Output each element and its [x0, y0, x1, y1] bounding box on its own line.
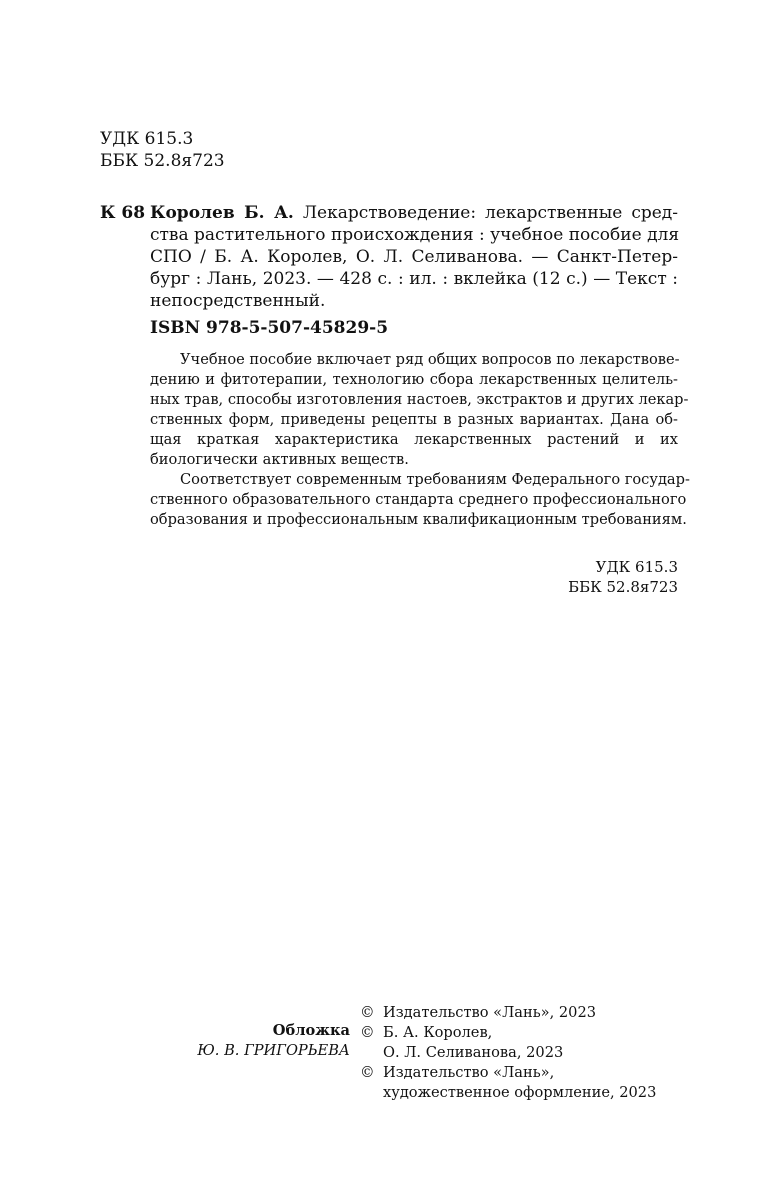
cover-label: Обложка: [272, 1022, 350, 1039]
record-line-2: ства растительного происхождения : учебное пособие для: [150, 225, 680, 245]
copyright-icon: ©: [360, 1064, 375, 1081]
annotation-line: Учебное пособие включает ряд общих вопросов по лекарствове-: [180, 351, 680, 368]
annotation-line: ственного образовательного стандарта среднего профессионального: [150, 491, 687, 508]
record-line-3: СПО / Б. А. Королев, О. Л. Селиванова. — Санкт-Петер-: [150, 247, 678, 267]
cover-artist: Ю. В. ГРИГОРЬЕВА: [197, 1042, 350, 1059]
annotation-line: ственных форм, приведены рецепты в разных вариантах. Дана об-: [150, 411, 678, 428]
copyright-block: [360, 1003, 656, 1103]
annotation-line: образования и профессиональным квалификационным требованиям.: [150, 511, 687, 528]
cover-credit: [150, 1021, 350, 1061]
isbn: ISBN 978-5-507-45829-5: [150, 318, 389, 338]
copyright-row: О. Л. Селиванова, 2023: [383, 1044, 564, 1061]
record-line-1: Лекарствоведение: лекарственные сред-: [302, 203, 678, 223]
copyright-icon: ©: [360, 1004, 375, 1021]
annotation-line: щая краткая характеристика лекарственных растений и их: [150, 431, 678, 448]
annotation-line: ных трав, способы изготовления настоев, экстрактов и других лекар-: [150, 391, 689, 408]
record-line-5: непосредственный.: [150, 291, 326, 311]
copyright-row: © Б. А. Королев,: [360, 1024, 493, 1041]
copyright-row: художественное оформление, 2023: [383, 1084, 657, 1101]
copyright-row: © Издательство «Лань», 2023: [360, 1004, 597, 1021]
classification-top: [100, 128, 225, 172]
annotation-line: Соответствует современным требованиям Федерального государ-: [180, 471, 690, 488]
annotation-line: биологически активных веществ.: [150, 451, 409, 468]
bbk-code: ББК 52.8я723: [100, 151, 225, 171]
udk-code: УДК 615.3: [100, 129, 194, 149]
copyright-icon: ©: [360, 1024, 375, 1041]
bibliographic-record: [150, 202, 678, 312]
author-mark: К 68: [100, 203, 146, 223]
bbk-code: ББК 52.8я723: [568, 578, 678, 596]
copyright-row: © Издательство «Лань»,: [360, 1064, 555, 1081]
annotation: [150, 350, 690, 530]
classification-bottom: [568, 557, 678, 597]
record-line-4: бург : Лань, 2023. — 428 с. : ил. : вклейка (12 с.) — Текст :: [150, 269, 678, 289]
udk-code: УДК 615.3: [595, 558, 678, 576]
annotation-line: дению и фитотерапии, технологию сбора лекарственных целитель-: [150, 371, 678, 388]
record-author: Королев Б. А.: [150, 203, 294, 223]
